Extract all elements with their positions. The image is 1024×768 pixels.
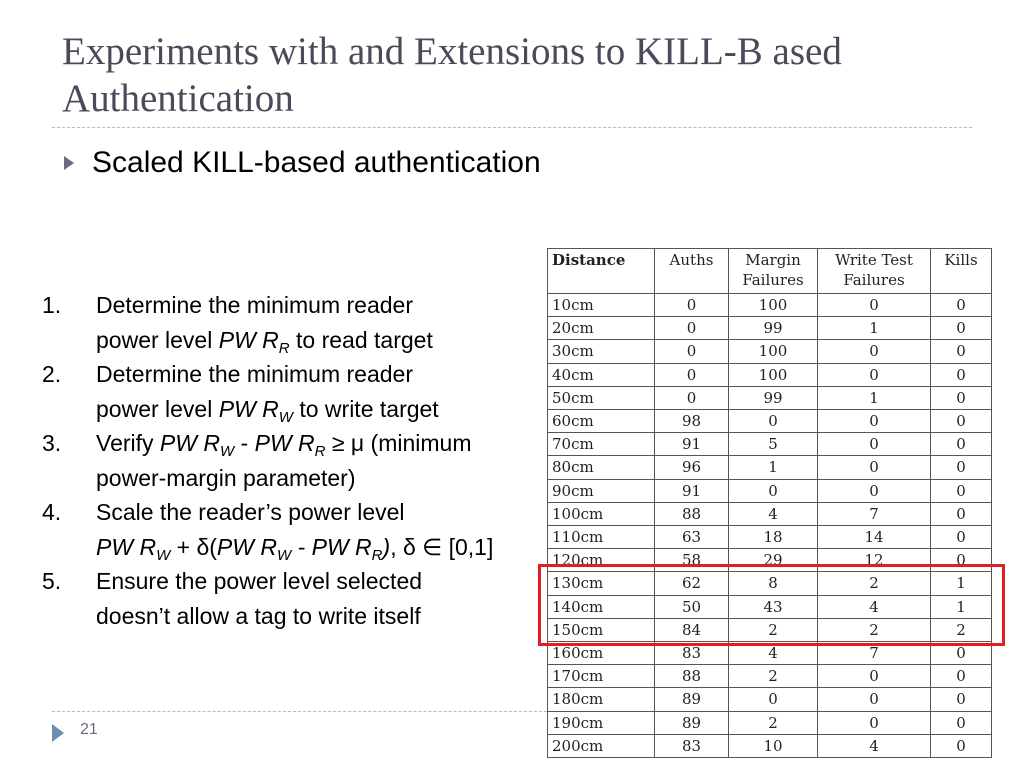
highlight-box	[538, 564, 1005, 646]
table-cell: 10cm	[548, 294, 655, 317]
table-cell: 0	[818, 433, 931, 456]
table-row	[548, 711, 992, 734]
table-cell: 0	[931, 549, 992, 572]
table-cell: 0	[655, 294, 729, 317]
table-row	[548, 688, 992, 711]
table-cell: 0	[931, 410, 992, 433]
table-cell: 50	[655, 595, 729, 618]
table-cell: 0	[931, 526, 992, 549]
table-cell: 0	[931, 734, 992, 757]
table-row	[548, 526, 992, 549]
table-cell: 0	[818, 665, 931, 688]
table-cell: 190cm	[548, 711, 655, 734]
page-number: 21	[80, 721, 98, 738]
table-cell: 0	[818, 294, 931, 317]
table-cell: 0	[931, 386, 992, 409]
step-item: 3. Verify PW $R_W$ - PW $R_R \ge \mu$ (minimum power-margin parameter)	[42, 430, 472, 491]
table-cell: 91	[655, 433, 729, 456]
table-cell: 4	[729, 502, 818, 525]
table-cell: 29	[729, 549, 818, 572]
table-cell: 0	[655, 386, 729, 409]
table-cell: 4	[729, 642, 818, 665]
step-item: 4. Scale the reader’s power level PW $R_W + \delta(PW$ $R_W$ - PW $R_R$), δ ∈ [0,1]	[42, 499, 494, 564]
table-cell: 83	[655, 734, 729, 757]
main-bullet-text: Scaled KILL-based authentication	[92, 146, 541, 179]
table-cell: 58	[655, 549, 729, 572]
header-distance: Distance	[548, 249, 655, 294]
table-cell: 0	[729, 688, 818, 711]
table-cell: 88	[655, 502, 729, 525]
table-cell: 150cm	[548, 618, 655, 641]
table-cell: 140cm	[548, 595, 655, 618]
header-margin-failures: Margin Failures	[729, 249, 818, 294]
table-cell: 12	[818, 549, 931, 572]
table-cell: 0	[818, 688, 931, 711]
table-cell: 4	[818, 595, 931, 618]
table-cell: 1	[931, 595, 992, 618]
table-row	[548, 294, 992, 317]
table-body	[548, 294, 992, 758]
header-auths: Auths	[655, 249, 729, 294]
table-cell: 160cm	[548, 642, 655, 665]
step-item: 1. Determine the minimum reader power level PW $R_R$ to read target	[42, 292, 433, 357]
table-cell: 8	[729, 572, 818, 595]
header-kills: Kills	[931, 249, 992, 294]
results-table-container	[547, 248, 992, 758]
table-cell: 91	[655, 479, 729, 502]
table-cell: 84	[655, 618, 729, 641]
table-row	[548, 410, 992, 433]
table-cell: 0	[655, 340, 729, 363]
table-cell: 0	[931, 340, 992, 363]
table-cell: 2	[931, 618, 992, 641]
table-cell: 0	[729, 479, 818, 502]
table-cell: 70cm	[548, 433, 655, 456]
title-divider	[52, 127, 972, 128]
table-cell: 0	[818, 479, 931, 502]
table-cell: 200cm	[548, 734, 655, 757]
table-row	[548, 433, 992, 456]
table-cell: 98	[655, 410, 729, 433]
table-cell: 99	[729, 386, 818, 409]
slide-title: Experiments with and Extensions to KILL-B ased Authentication	[62, 30, 842, 120]
table-cell: 100	[729, 340, 818, 363]
table-cell: 83	[655, 642, 729, 665]
table-cell: 0	[931, 642, 992, 665]
table-cell: 96	[655, 456, 729, 479]
table-cell: 7	[818, 502, 931, 525]
table-cell: 110cm	[548, 526, 655, 549]
table-cell: 62	[655, 572, 729, 595]
table-cell: 0	[655, 317, 729, 340]
table-cell: 14	[818, 526, 931, 549]
table-cell: 18	[729, 526, 818, 549]
footer-divider	[52, 711, 547, 712]
table-cell: 88	[655, 665, 729, 688]
table-cell: 100	[729, 363, 818, 386]
table-cell: 80cm	[548, 456, 655, 479]
table-cell: 0	[931, 479, 992, 502]
table-cell: 180cm	[548, 688, 655, 711]
table-row	[548, 340, 992, 363]
table-cell: 7	[818, 642, 931, 665]
table-cell: 60cm	[548, 410, 655, 433]
table-cell: 170cm	[548, 665, 655, 688]
table-cell: 0	[931, 456, 992, 479]
table-row	[548, 665, 992, 688]
table-cell: 0	[818, 363, 931, 386]
table-header-row	[548, 249, 992, 294]
table-row	[548, 456, 992, 479]
table-row	[548, 479, 992, 502]
table-row	[548, 502, 992, 525]
table-cell: 0	[931, 433, 992, 456]
table-cell: 2	[729, 665, 818, 688]
table-cell: 0	[818, 456, 931, 479]
table-cell: 0	[931, 665, 992, 688]
table-cell: 10	[729, 734, 818, 757]
table-cell: 0	[931, 688, 992, 711]
table-cell: 0	[931, 317, 992, 340]
table-cell: 1	[729, 456, 818, 479]
step-item: 2. Determine the minimum reader power level PW $R_W$ to write target	[42, 361, 439, 426]
table-cell: 63	[655, 526, 729, 549]
table-row	[548, 386, 992, 409]
table-cell: 89	[655, 711, 729, 734]
step-item: 5. Ensure the power level selected doesn’t allow a tag to write itself	[42, 568, 423, 629]
steps-list	[42, 288, 532, 633]
table-cell: 0	[931, 711, 992, 734]
table-row	[548, 734, 992, 757]
header-write-test-failures: Write Test Failures	[818, 249, 931, 294]
table-cell: 0	[818, 711, 931, 734]
table-cell: 100cm	[548, 502, 655, 525]
table-cell: 0	[931, 502, 992, 525]
table-cell: 0	[655, 363, 729, 386]
table-cell: 43	[729, 595, 818, 618]
table-cell: 1	[818, 317, 931, 340]
main-bullet	[64, 146, 541, 180]
table-cell: 89	[655, 688, 729, 711]
table-cell: 5	[729, 433, 818, 456]
bullet-triangle-icon	[64, 156, 74, 170]
table-cell: 20cm	[548, 317, 655, 340]
table-cell: 120cm	[548, 549, 655, 572]
table-cell: 30cm	[548, 340, 655, 363]
table-cell: 99	[729, 317, 818, 340]
table-cell: 90cm	[548, 479, 655, 502]
table-cell: 100	[729, 294, 818, 317]
table-cell: 40cm	[548, 363, 655, 386]
table-cell: 130cm	[548, 572, 655, 595]
table-cell: 2	[818, 572, 931, 595]
table-row	[548, 317, 992, 340]
table-cell: 50cm	[548, 386, 655, 409]
table-cell: 0	[818, 340, 931, 363]
table-cell: 0	[729, 410, 818, 433]
table-cell: 4	[818, 734, 931, 757]
table-cell: 2	[729, 618, 818, 641]
results-table	[547, 248, 992, 758]
table-cell: 0	[931, 363, 992, 386]
table-cell: 1	[818, 386, 931, 409]
table-cell: 0	[818, 410, 931, 433]
table-cell: 2	[818, 618, 931, 641]
footer-triangle-icon	[52, 724, 64, 742]
table-cell: 0	[931, 294, 992, 317]
table-row	[548, 363, 992, 386]
table-cell: 2	[729, 711, 818, 734]
table-cell: 1	[931, 572, 992, 595]
